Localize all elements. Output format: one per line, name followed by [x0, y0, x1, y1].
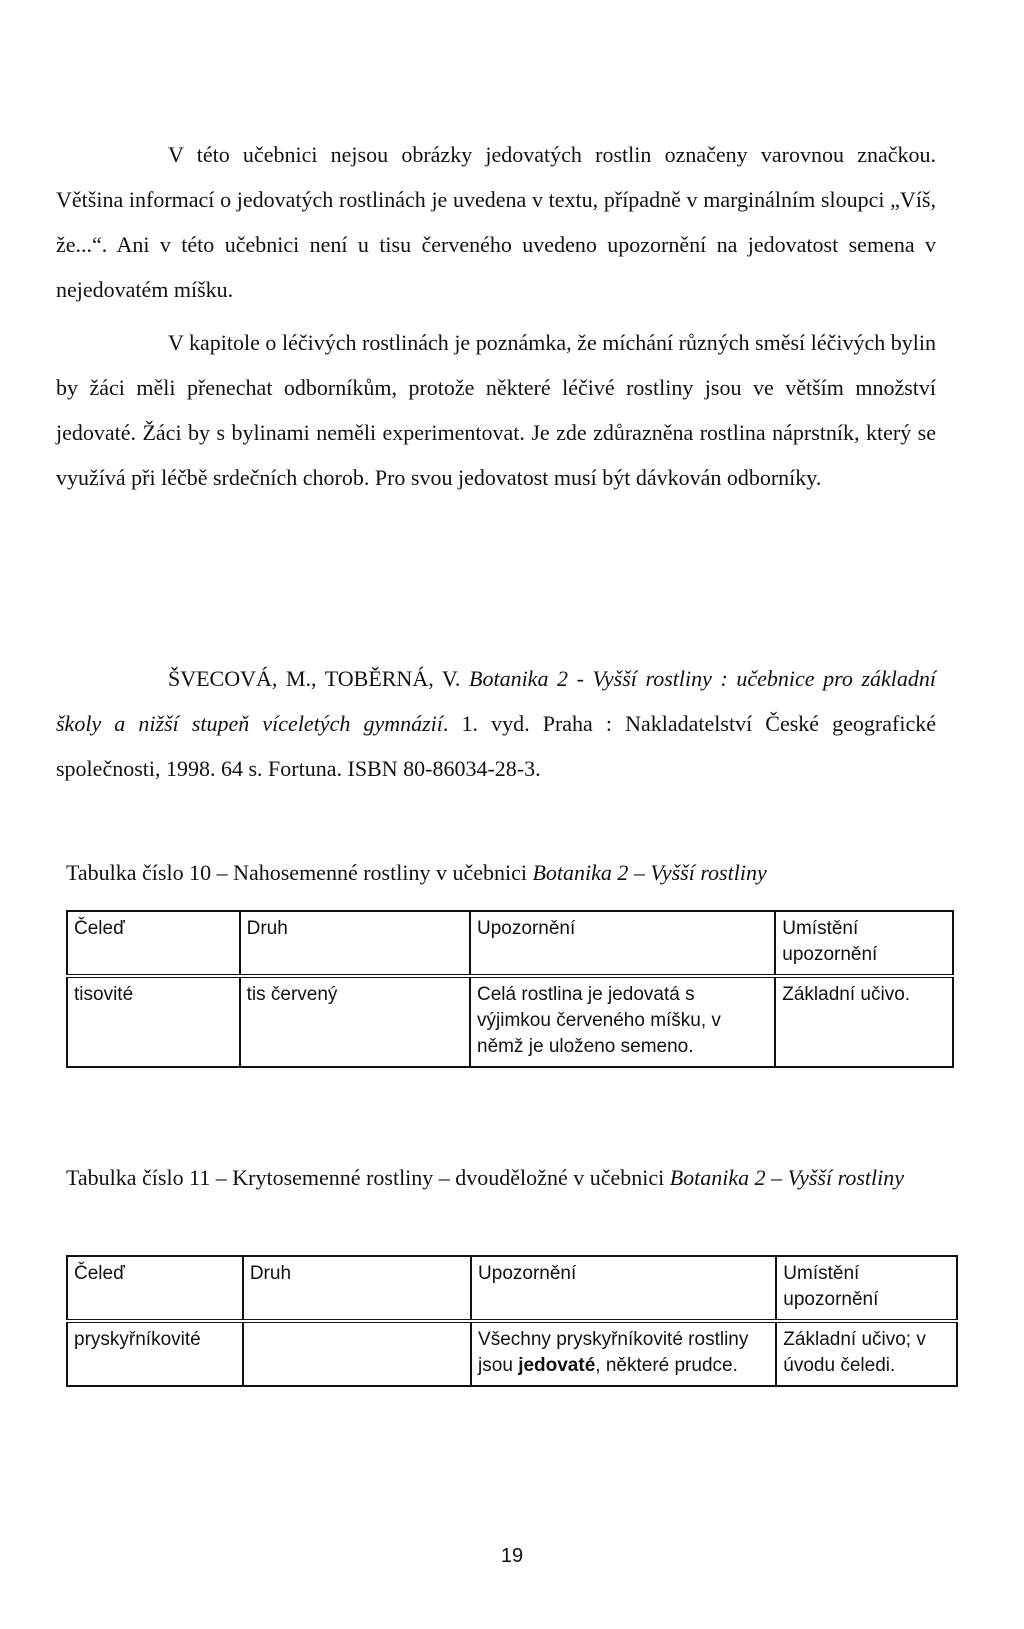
cell-druh — [243, 1321, 471, 1386]
table-10 — [66, 910, 954, 1068]
cell-upozorneni — [471, 1321, 776, 1386]
paragraph-toxic-labels — [56, 132, 936, 312]
header-celed: Čeleď — [67, 911, 240, 976]
table-11-caption — [66, 1155, 966, 1200]
header-upozorneni: Upozornění — [470, 911, 775, 976]
cell-celed: pryskyřníkovité — [67, 1321, 243, 1386]
page-number: 19 — [500, 1545, 524, 1567]
reference-title: Botanika 2 - Vyšší rostliny : učebnice pro základní školy a nižší stupeň víceletých gymnázií — [56, 666, 936, 736]
table-row — [67, 1321, 957, 1386]
header-umisteni: Umístění upozornění — [775, 911, 953, 976]
paragraph-text: V této učebnici nejsou obrázky jedovatých rostlin označeny varovnou značkou. Většina informací o jedovatých rostlinách je uvedena v textu, případně v marginálním sloupci „Víš, že...“. Ani v této učebnici není u tisu červeného uvedeno upozornění na jedovatost semena v nejedovatém míšku. — [56, 142, 936, 302]
bibliographic-reference — [56, 656, 936, 791]
table-header-row — [67, 911, 953, 976]
cell-umisteni: Základní učivo. — [775, 976, 953, 1067]
table-row — [67, 976, 953, 1067]
caption-text: Tabulka číslo 10 – Nahosemenné rostliny v učebnici — [66, 860, 533, 885]
caption-book-title: Botanika 2 – Vyšší rostliny — [669, 1165, 904, 1190]
header-druh: Druh — [243, 1256, 471, 1321]
cell-celed: tisovité — [67, 976, 240, 1067]
table-10-caption — [66, 850, 966, 895]
header-upozorneni: Upozornění — [471, 1256, 776, 1321]
warning-text: Všechny pryskyřníkovité rostliny jsou — [478, 1329, 749, 1376]
header-druh: Druh — [240, 911, 470, 976]
header-celed: Čeleď — [67, 1256, 243, 1321]
paragraph-text: V kapitole o léčivých rostlinách je poznámka, že míchání různých směsí léčivých bylin by žáci měli přenechat odborníkům, protože některé léčivé rostliny jsou ve větším množství jedovaté. Žáci by s bylinami neměli experimentovat. Je zde zdůrazněna rostlina náprstník, který se využívá při léčbě srdečních chorob. Pro svou jedovatost musí být dávkován odborníky. — [56, 330, 936, 490]
reference-publication: . 1. vyd. Praha : Nakladatelství České geografické společnosti, 1998. 64 s. Fortuna. ISBN 80-86034-28-3. — [56, 711, 936, 781]
caption-text: Tabulka číslo 11 – Krytosemenné rostliny – dvouděložné v učebnici — [66, 1165, 670, 1190]
table-11 — [66, 1255, 958, 1387]
cell-druh: tis červený — [240, 976, 470, 1067]
paragraph-medicinal-plants — [56, 320, 936, 500]
warning-emphasis: jedovaté — [518, 1355, 596, 1376]
caption-book-title: Botanika 2 – Vyšší rostliny — [532, 860, 767, 885]
header-umisteni: Umístění upozornění — [776, 1256, 957, 1321]
reference-authors: ŠVECOVÁ, M., TOBĚRNÁ, V. — [168, 666, 470, 691]
warning-text-end: , některé prudce. — [595, 1355, 738, 1376]
cell-umisteni: Základní učivo; v úvodu čeledi. — [776, 1321, 957, 1386]
table-header-row — [67, 1256, 957, 1321]
cell-upozorneni: Celá rostlina je jedovatá s výjimkou červeného míšku, v němž je uloženo semeno. — [470, 976, 775, 1067]
